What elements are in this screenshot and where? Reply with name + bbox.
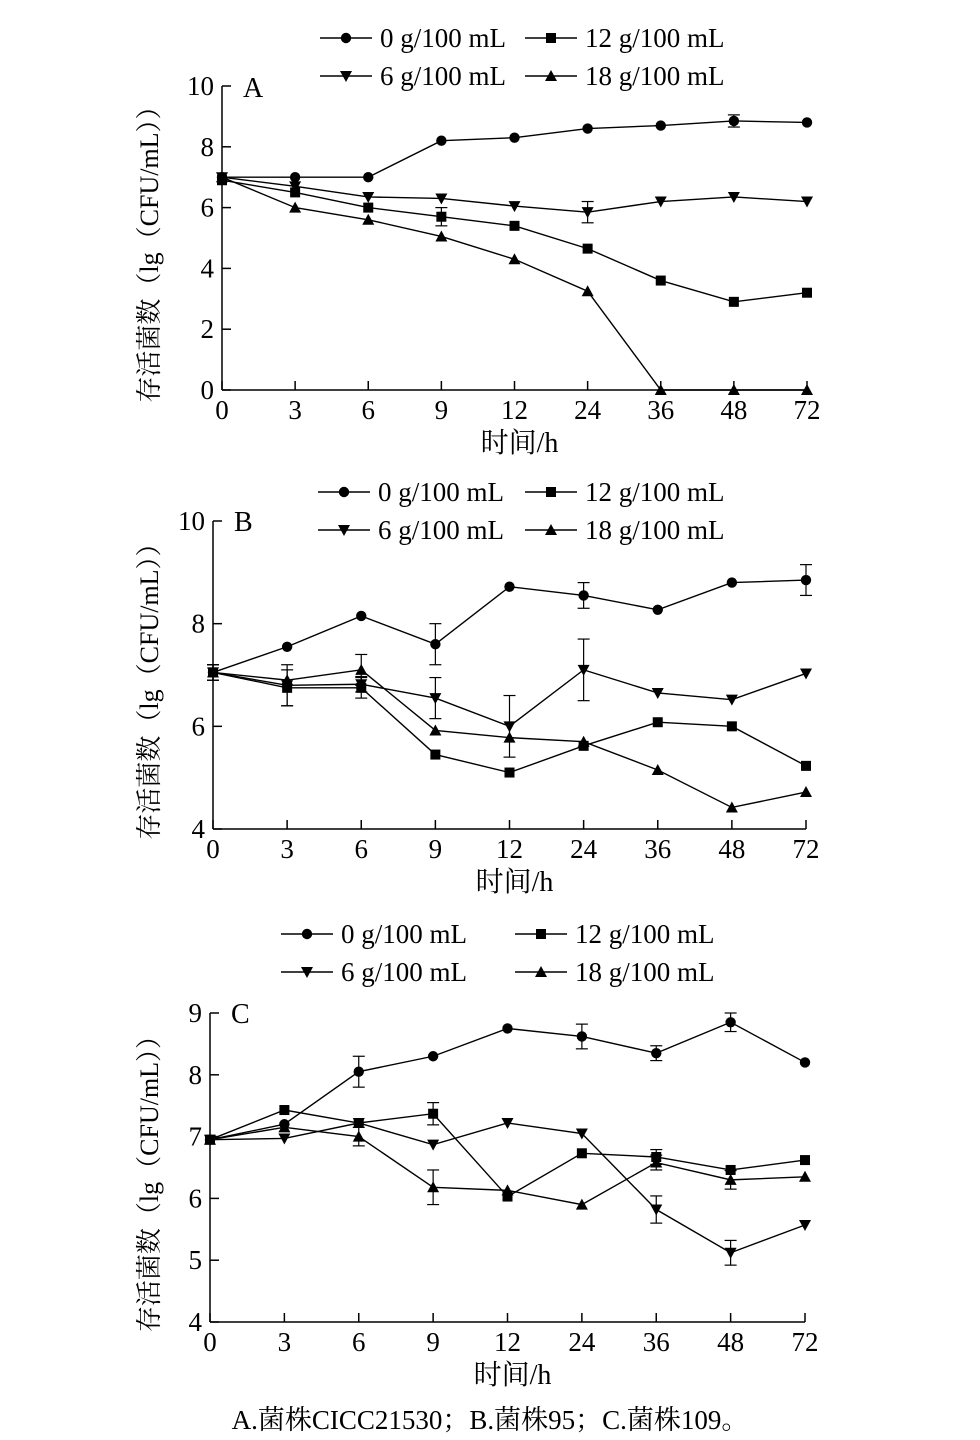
x-tick-label: 72 [792, 834, 820, 864]
data-point [289, 202, 301, 213]
x-tick-label: 24 [568, 1327, 596, 1357]
data-point [504, 582, 514, 592]
data-point [430, 750, 440, 760]
data-point [582, 285, 594, 296]
data-point [427, 1140, 439, 1151]
x-tick-label: 6 [361, 395, 375, 425]
data-point [802, 117, 812, 127]
data-point [800, 1155, 810, 1165]
y-axis-title: 存活菌数（lg（CFU/mL）） [135, 530, 164, 840]
y-tick-label: 10 [178, 506, 205, 536]
data-point [801, 197, 813, 208]
y-tick-label: 6 [188, 1183, 202, 1214]
data-point [577, 1031, 587, 1041]
data-point [509, 253, 521, 264]
data-point [583, 244, 593, 254]
data-point [428, 1109, 438, 1119]
x-tick-label: 72 [791, 1327, 819, 1357]
chart-panel-c [135, 919, 819, 1391]
data-point [800, 1057, 810, 1067]
data-point [436, 212, 446, 222]
y-tick-label: 8 [191, 608, 205, 639]
x-tick-label: 36 [642, 1327, 670, 1357]
panel-label: C [231, 999, 250, 1030]
y-tick-label: 10 [187, 71, 214, 101]
data-point [801, 575, 811, 585]
data-point [725, 1248, 737, 1259]
x-tick-label: 36 [647, 395, 675, 425]
data-point [656, 120, 666, 130]
y-tick-label: 0 [200, 375, 214, 405]
x-tick-label: 48 [720, 395, 748, 425]
data-point [354, 1067, 364, 1077]
data-point [279, 1105, 289, 1115]
data-point [510, 221, 520, 231]
chart-panel-a [135, 23, 821, 459]
legend-label: 6 g/100 mL [341, 957, 467, 987]
y-tick-label: 8 [188, 1059, 202, 1090]
data-point [502, 1023, 512, 1033]
legend-label: 0 g/100 mL [378, 477, 504, 507]
panel-label: A [243, 73, 264, 104]
x-tick-label: 3 [280, 834, 294, 864]
legend-marker [302, 929, 312, 939]
data-point [582, 207, 594, 218]
x-tick-label: 0 [203, 1327, 217, 1357]
y-tick-label: 2 [200, 314, 214, 345]
data-point [725, 1017, 735, 1027]
data-point [428, 1051, 438, 1061]
data-point [651, 1048, 661, 1058]
x-tick-label: 9 [434, 395, 449, 425]
y-tick-label: 6 [191, 711, 205, 742]
data-point [436, 136, 446, 146]
data-point [355, 664, 367, 675]
y-tick-label: 5 [188, 1245, 202, 1276]
x-axis-title: 时间/h [480, 428, 559, 459]
data-point [290, 172, 300, 182]
data-point [652, 764, 664, 775]
data-point [801, 761, 811, 771]
data-point [727, 577, 737, 587]
x-tick-label: 12 [496, 834, 523, 864]
x-tick-label: 3 [288, 395, 302, 425]
x-tick-label: 0 [206, 834, 220, 864]
data-point [653, 717, 663, 727]
y-tick-label: 9 [188, 998, 202, 1028]
data-point [582, 123, 592, 133]
x-tick-label: 12 [501, 395, 528, 425]
x-tick-label: 12 [494, 1327, 521, 1357]
legend-marker [546, 33, 556, 43]
legend-label: 18 g/100 mL [585, 515, 725, 545]
x-tick-label: 3 [277, 1327, 292, 1357]
data-point [729, 297, 739, 307]
legend-marker [339, 487, 349, 497]
y-axis-title: 存活菌数（lg（CFU/mL）） [135, 93, 164, 403]
x-tick-label: 48 [717, 1327, 745, 1357]
data-point [653, 605, 663, 615]
data-point [800, 668, 812, 679]
data-point [800, 786, 812, 797]
panel-label: B [234, 507, 253, 538]
y-tick-label: 4 [200, 253, 214, 284]
series-line-0 [213, 580, 806, 672]
legend-label: 12 g/100 mL [585, 477, 725, 507]
x-tick-label: 0 [215, 395, 229, 425]
legend-label: 12 g/100 mL [575, 919, 715, 949]
x-tick-label: 48 [718, 834, 746, 864]
legend-label: 18 g/100 mL [575, 957, 715, 987]
legend-label: 6 g/100 mL [380, 61, 506, 91]
data-point [363, 203, 373, 213]
data-point [802, 288, 812, 298]
legend-label: 0 g/100 mL [341, 919, 467, 949]
data-point [656, 276, 666, 286]
chart-panel-b [135, 477, 820, 898]
data-point [505, 768, 515, 778]
data-point [363, 172, 373, 182]
x-tick-label: 24 [570, 834, 598, 864]
data-point [729, 116, 739, 126]
x-tick-label: 9 [428, 834, 443, 864]
legend-marker [536, 929, 546, 939]
data-point [504, 721, 516, 732]
y-axis-title: 存活菌数（lg（CFU/mL）） [135, 1022, 164, 1333]
y-tick-label: 4 [191, 814, 205, 844]
data-point [356, 611, 366, 621]
data-point [799, 1220, 811, 1231]
figure-caption: A.菌株CICC21530；B.菌株95；C.菌株109。 [231, 1405, 749, 1435]
y-tick-label: 6 [200, 192, 214, 223]
data-point [726, 695, 738, 706]
data-point [727, 721, 737, 731]
data-point [429, 693, 441, 704]
legend-marker [546, 487, 556, 497]
data-point [577, 1148, 587, 1158]
x-axis-title: 时间/h [473, 1360, 552, 1391]
x-tick-label: 9 [426, 1327, 440, 1357]
data-point [430, 639, 440, 649]
x-axis-title: 时间/h [475, 867, 554, 898]
legend-label: 18 g/100 mL [585, 61, 725, 91]
x-tick-label: 72 [793, 395, 821, 425]
y-tick-label: 4 [188, 1307, 202, 1337]
y-tick-label: 7 [188, 1121, 202, 1152]
data-point [429, 724, 441, 735]
data-point [650, 1205, 662, 1216]
data-point [578, 590, 588, 600]
legend-label: 6 g/100 mL [378, 515, 504, 545]
legend-label: 0 g/100 mL [380, 23, 506, 53]
data-point [282, 642, 292, 652]
x-tick-label: 6 [354, 834, 368, 864]
y-tick-label: 8 [200, 131, 214, 162]
x-tick-label: 24 [574, 395, 602, 425]
legend-marker [341, 33, 351, 43]
x-tick-label: 6 [352, 1327, 366, 1357]
series-line-0 [222, 121, 807, 177]
legend-label: 12 g/100 mL [585, 23, 725, 53]
x-tick-label: 36 [644, 834, 672, 864]
data-point [509, 132, 519, 142]
data-point [578, 665, 590, 676]
